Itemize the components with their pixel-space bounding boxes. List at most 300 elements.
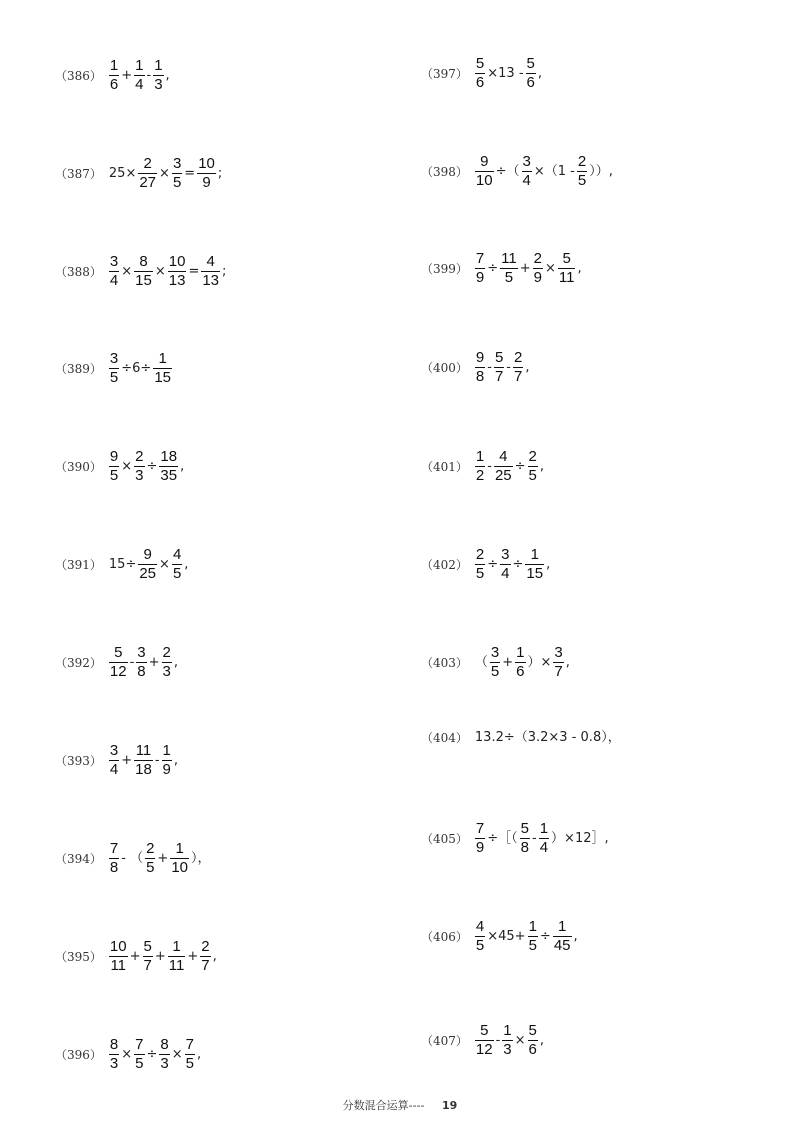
expression-text: ÷（ (495, 164, 520, 179)
expression-text: , (525, 360, 530, 375)
fraction (134, 743, 153, 778)
expression-text: , (565, 655, 570, 670)
expression-text: + (121, 753, 133, 768)
fraction-denominator: 13 (202, 272, 220, 289)
fraction-numerator: 2 (514, 349, 523, 366)
problem-expression (108, 939, 218, 974)
fraction (168, 939, 186, 974)
expression-text: ÷ (487, 261, 499, 276)
fraction-numerator: 2 (533, 250, 542, 267)
fraction-numerator: 5 (480, 1022, 489, 1039)
fraction-numerator: 1 (516, 644, 525, 661)
expression-text: × (154, 264, 166, 279)
problem-expression (474, 1023, 545, 1058)
fraction-denominator: 5 (109, 369, 119, 386)
fraction-denominator: 4 (501, 565, 510, 582)
problem-number: （386） (55, 68, 102, 83)
fraction-denominator: 4 (539, 839, 549, 856)
fraction-numerator: 4 (206, 253, 215, 270)
fraction (159, 449, 178, 484)
problem-expression (474, 56, 543, 91)
expression-text: ; (222, 264, 227, 279)
fraction-numerator: 11 (135, 742, 152, 759)
fraction-denominator: 6 (516, 663, 525, 680)
fraction-numerator: 1 (162, 742, 171, 759)
fraction-denominator: 6 (475, 74, 485, 91)
fraction (553, 645, 563, 680)
expression-text: - (129, 655, 135, 670)
fraction (143, 939, 153, 974)
fraction-denominator: 5 (172, 565, 182, 582)
fraction-numerator: 5 (562, 250, 571, 267)
expression-text: + (154, 949, 166, 964)
fraction-denominator: 5 (172, 174, 182, 191)
expression-text: ×13 - (487, 66, 524, 81)
fraction-numerator: 7 (109, 840, 119, 857)
fraction (577, 154, 587, 189)
fraction-numerator: 1 (503, 1022, 512, 1039)
fraction-numerator: 2 (201, 938, 210, 955)
problem-item (421, 154, 614, 189)
fraction-denominator: 4 (522, 172, 531, 189)
expression-text: + (148, 655, 160, 670)
fraction-numerator: 3 (172, 155, 182, 172)
expression-text: , (197, 1047, 202, 1062)
problem-item (55, 351, 173, 386)
fraction (513, 350, 523, 385)
expression-text: ; (217, 166, 223, 181)
fraction-denominator: 45 (553, 937, 571, 954)
fraction-numerator: 5 (114, 644, 123, 661)
problem-expression (474, 449, 545, 484)
fraction (172, 156, 182, 191)
expression-text: ÷ (514, 459, 526, 474)
fraction (109, 449, 119, 484)
fraction (153, 58, 163, 93)
problem-number: （403） (421, 655, 468, 670)
fraction (109, 645, 128, 680)
problem-number: （400） (421, 360, 468, 375)
problem-item (421, 449, 545, 484)
fraction-denominator: 8 (137, 663, 146, 680)
problem-number: （402） (421, 557, 468, 572)
fraction-numerator: 3 (109, 253, 119, 270)
problem-expression (474, 645, 571, 680)
page-footer (0, 1097, 800, 1113)
fraction-numerator: 7 (135, 1036, 144, 1053)
fraction-numerator: 3 (137, 644, 146, 661)
fraction-denominator: 7 (514, 368, 523, 385)
fraction-numerator: 11 (501, 250, 517, 267)
problem-item (421, 251, 583, 286)
fraction-numerator: 5 (494, 349, 504, 366)
fraction-denominator: 9 (202, 174, 211, 191)
fraction (500, 547, 510, 582)
fraction-denominator: 5 (528, 467, 537, 484)
problem-expression (474, 251, 583, 286)
fraction-denominator: 6 (526, 74, 535, 91)
problem-item (55, 156, 223, 191)
expression-text: × (514, 1033, 526, 1048)
problem-number: （388） (55, 264, 102, 279)
fraction-numerator: 1 (135, 57, 144, 74)
fraction-denominator: 15 (526, 565, 544, 582)
problem-item (55, 1037, 202, 1072)
problem-expression (474, 350, 531, 385)
fraction-numerator: 9 (480, 153, 489, 170)
fraction-denominator: 5 (185, 1055, 194, 1072)
expression-text: = (184, 166, 196, 181)
problem-item (55, 547, 189, 582)
fraction (525, 547, 544, 582)
fraction-numerator: 1 (475, 448, 485, 465)
fraction-numerator: 1 (172, 938, 181, 955)
fraction (134, 449, 144, 484)
fraction-denominator: 18 (135, 761, 152, 778)
expression-text: × (121, 264, 133, 279)
fraction-denominator: 4 (109, 761, 119, 778)
problem-number: （407） (421, 1033, 468, 1048)
fraction-numerator: 3 (522, 153, 531, 170)
expression-text: - (487, 459, 492, 474)
fraction-denominator: 7 (494, 368, 504, 385)
fraction-denominator: 4 (109, 272, 119, 289)
fraction-denominator: 11 (558, 269, 575, 286)
fraction-numerator: 3 (109, 350, 119, 367)
fraction-denominator: 5 (577, 172, 587, 189)
fraction-denominator: 5 (528, 937, 537, 954)
fraction-denominator: 7 (554, 663, 563, 680)
problem-number: （397） (421, 66, 468, 81)
fraction (533, 251, 543, 286)
fraction-numerator: 7 (185, 1036, 194, 1053)
fraction-denominator: 35 (160, 467, 178, 484)
fraction-numerator: 2 (135, 448, 144, 465)
fraction (526, 56, 536, 91)
expression-text: + (502, 655, 514, 670)
fraction-numerator: 10 (109, 938, 127, 955)
fraction-numerator: 4 (172, 546, 182, 563)
fraction-denominator: 6 (109, 76, 119, 93)
expression-text: , (537, 66, 542, 81)
problem-number: （390） (55, 459, 102, 474)
fraction (109, 1037, 119, 1072)
fraction-numerator: 1 (530, 546, 539, 563)
problem-item (421, 731, 622, 744)
problem-item (421, 1023, 545, 1058)
expression-text: , (539, 459, 545, 474)
problem-expression (474, 821, 610, 856)
fraction (490, 645, 500, 680)
fraction (558, 251, 576, 286)
fraction (109, 58, 119, 93)
fraction-numerator: 3 (490, 644, 500, 661)
fraction (475, 449, 485, 484)
fraction (185, 1037, 195, 1072)
fraction (475, 1023, 494, 1058)
fraction-denominator: 15 (135, 272, 152, 289)
fraction (159, 1037, 169, 1072)
fraction-denominator: 13 (168, 272, 186, 289)
expression-text: × (121, 1047, 133, 1062)
fraction (109, 351, 119, 386)
problem-number: （395） (55, 949, 102, 964)
fraction (201, 254, 220, 289)
fraction-numerator: 9 (475, 349, 485, 366)
fraction-denominator: 3 (109, 1055, 119, 1072)
problem-item (55, 58, 171, 93)
expression-text: - (146, 68, 152, 83)
fraction-numerator: 5 (143, 938, 152, 955)
problem-expression (108, 351, 173, 386)
problem-number: （404） (421, 730, 468, 745)
expression-text: + (519, 261, 531, 276)
fraction-numerator: 7 (475, 250, 485, 267)
fraction (138, 547, 157, 582)
fraction-denominator: 9 (162, 761, 171, 778)
fraction-denominator: 11 (168, 957, 185, 974)
page-number: 19 (442, 1099, 458, 1112)
fraction-denominator: 3 (160, 1055, 169, 1072)
fraction-numerator: 5 (520, 820, 529, 837)
problem-item (421, 350, 530, 385)
problem-number: （394） (55, 851, 102, 866)
problem-item (55, 449, 185, 484)
expression-text: , (546, 557, 551, 572)
fraction-numerator: 3 (109, 742, 119, 759)
fraction-numerator: 10 (198, 155, 215, 172)
fraction (553, 919, 572, 954)
expression-text: + (129, 949, 141, 964)
fraction (494, 449, 513, 484)
fraction-numerator: 5 (528, 1022, 537, 1039)
expression-text: × (159, 557, 170, 572)
fraction (528, 1023, 538, 1058)
expression-text: × (171, 1047, 183, 1062)
expression-text: - (506, 360, 511, 375)
fraction-denominator: 3 (162, 663, 171, 680)
expression-text: , (184, 557, 189, 572)
expression-text: ）×12］, (551, 831, 609, 846)
fraction-denominator: 7 (143, 957, 152, 974)
fraction (109, 743, 119, 778)
fraction-numerator: 2 (528, 448, 537, 465)
expression-text: （ (474, 655, 488, 670)
fraction (475, 821, 485, 856)
fraction (172, 547, 182, 582)
fraction (134, 254, 153, 289)
expression-text: + (187, 949, 199, 964)
fraction-numerator: 1 (109, 57, 119, 74)
expression-text: , (573, 929, 578, 944)
fraction-denominator: 25 (139, 565, 157, 582)
problem-expression (108, 449, 185, 484)
fraction-denominator: 5 (475, 565, 485, 582)
fraction (520, 821, 530, 856)
fraction (170, 841, 189, 876)
problem-item (55, 743, 179, 778)
fraction-denominator: 9 (475, 269, 485, 286)
expression-text: , (212, 949, 217, 964)
expression-text: ×（1 - (533, 164, 575, 179)
problem-number: （392） (55, 655, 102, 670)
fraction-denominator: 11 (110, 957, 127, 974)
fraction (475, 547, 485, 582)
problem-item (55, 645, 179, 680)
problem-number: （387） (55, 166, 102, 181)
fraction-numerator: 8 (160, 1036, 169, 1053)
fraction (494, 350, 504, 385)
fraction-numerator: 2 (146, 840, 155, 857)
fraction-denominator: 8 (475, 368, 485, 385)
expression-text: 15÷ (108, 557, 137, 572)
problem-expression (108, 645, 179, 680)
fraction-denominator: 8 (520, 839, 529, 856)
fraction-denominator: 27 (139, 174, 157, 191)
fraction-numerator: 5 (526, 55, 535, 72)
expression-text: , (165, 68, 170, 83)
fraction-numerator: 1 (158, 350, 167, 367)
problem-number: （406） (421, 929, 468, 944)
fraction-denominator: 5 (135, 1055, 144, 1072)
fraction-denominator: 10 (475, 172, 493, 189)
fraction (475, 56, 485, 91)
fraction-numerator: 4 (499, 448, 508, 465)
problem-item (421, 645, 571, 680)
fraction-denominator: 5 (504, 269, 514, 286)
problem-expression (108, 156, 223, 191)
fraction-numerator: 2 (577, 153, 587, 170)
fraction-numerator: 8 (109, 1036, 119, 1053)
problem-expression (108, 58, 171, 93)
fraction (136, 645, 146, 680)
expression-text: ÷ (146, 459, 158, 474)
fraction (528, 919, 538, 954)
fraction-numerator: 1 (154, 57, 163, 74)
problem-item (421, 919, 579, 954)
expression-text: , (173, 655, 179, 670)
fraction-denominator: 12 (109, 663, 127, 680)
problem-number: （396） (55, 1047, 102, 1062)
expression-text: = (188, 264, 200, 279)
fraction-numerator: 3 (554, 644, 563, 661)
fraction-numerator: 18 (160, 448, 178, 465)
fraction-numerator: 10 (168, 253, 186, 270)
fraction-numerator: 7 (475, 820, 485, 837)
expression-text: ÷ (146, 1047, 158, 1062)
fraction-denominator: 9 (475, 839, 485, 856)
fraction (138, 156, 157, 191)
problem-number: （398） (421, 164, 468, 179)
expression-text: , (539, 1033, 545, 1048)
fraction (515, 645, 525, 680)
problem-expression (474, 154, 614, 189)
expression-text: + (121, 68, 133, 83)
expression-text: 13.2÷（3.2×3 - 0.8）， (474, 730, 621, 745)
fraction (197, 156, 216, 191)
fraction-numerator: 9 (143, 546, 152, 563)
fraction (475, 154, 494, 189)
fraction (109, 841, 119, 876)
fraction-denominator: 9 (533, 269, 542, 286)
problem-number: （405） (421, 831, 468, 846)
fraction-numerator: 3 (501, 546, 510, 563)
expression-text: 25× (108, 166, 137, 181)
fraction-denominator: 6 (528, 1041, 537, 1058)
expression-text: - (487, 360, 492, 375)
fraction-denominator: 3 (135, 467, 144, 484)
fraction-numerator: 4 (475, 918, 485, 935)
fraction (109, 254, 119, 289)
problem-expression (108, 254, 228, 289)
problem-expression (108, 841, 212, 876)
expression-text: ÷ (512, 557, 524, 572)
problem-number: （401） (421, 459, 468, 474)
footer-title: 分数混合运算---- (342, 1099, 425, 1112)
fraction (109, 939, 128, 974)
problem-number: （389） (55, 361, 102, 376)
fraction (162, 743, 172, 778)
expression-text: - (495, 1033, 501, 1048)
expression-text: , (577, 261, 582, 276)
fraction-denominator: 5 (109, 467, 119, 484)
fraction-denominator: 10 (171, 859, 189, 876)
expression-text: ÷6÷ (121, 361, 152, 376)
fraction (168, 254, 187, 289)
expression-text: ÷ (487, 557, 499, 572)
fraction-numerator: 2 (162, 644, 171, 661)
fraction-numerator: 9 (109, 448, 119, 465)
fraction-denominator: 7 (201, 957, 210, 974)
fraction-denominator: 3 (154, 76, 163, 93)
problem-expression (108, 547, 190, 582)
expression-text: × (544, 261, 556, 276)
fraction-numerator: 8 (139, 253, 148, 270)
fraction (134, 1037, 144, 1072)
expression-text: - (154, 753, 160, 768)
fraction-numerator: 1 (175, 840, 184, 857)
fraction-denominator: 5 (146, 859, 155, 876)
fraction-denominator: 12 (475, 1041, 493, 1058)
fraction-denominator: 15 (154, 369, 171, 386)
fraction (200, 939, 210, 974)
problem-expression (474, 731, 622, 744)
problem-number: （393） (55, 753, 102, 768)
expression-text: - (532, 831, 537, 846)
expression-text: ））, (589, 164, 613, 179)
fraction-numerator: 1 (528, 918, 537, 935)
problem-item (421, 547, 551, 582)
expression-text: ）× (527, 655, 552, 670)
problem-item (421, 56, 543, 91)
fraction (145, 841, 155, 876)
fraction-numerator: 2 (475, 546, 485, 563)
expression-text: - （ (121, 851, 144, 866)
fraction (500, 251, 518, 286)
problem-number: （399） (421, 261, 468, 276)
fraction-denominator: 3 (503, 1041, 512, 1058)
fraction-denominator: 5 (475, 937, 485, 954)
expression-text: , (173, 753, 179, 768)
fraction (475, 251, 485, 286)
fraction-numerator: 2 (143, 155, 152, 172)
fraction (475, 350, 485, 385)
expression-text: ×45+ (487, 929, 526, 944)
fraction (528, 449, 538, 484)
expression-text: ÷［（ (487, 831, 518, 846)
expression-text: + (157, 851, 169, 866)
fraction (134, 58, 144, 93)
